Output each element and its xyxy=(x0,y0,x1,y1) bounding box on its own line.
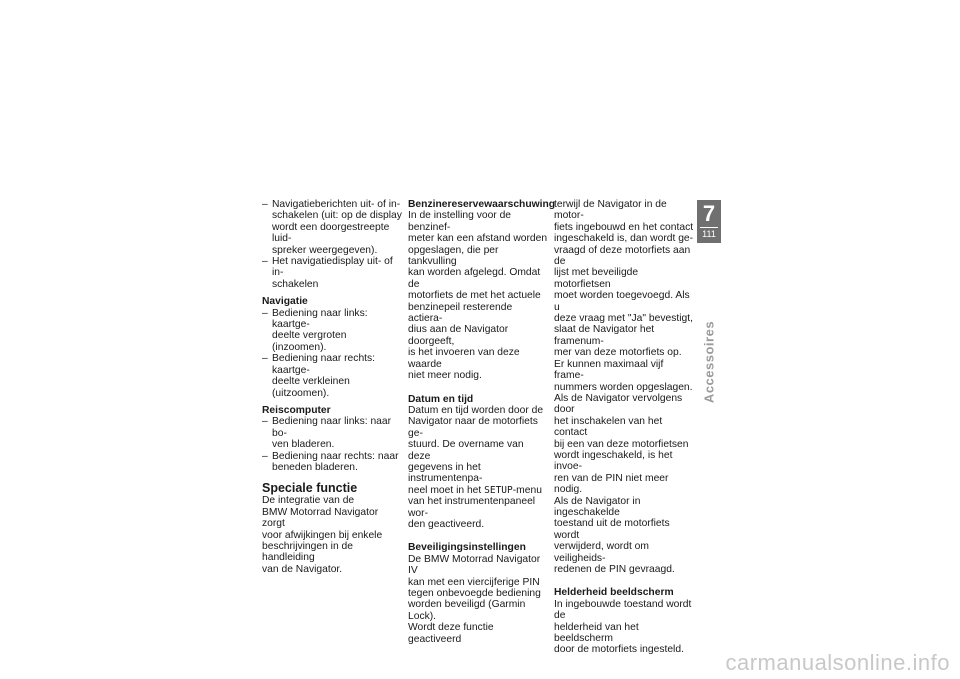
heading-datum-tijd: Datum en tijd xyxy=(408,393,474,405)
list-item: – Bediening naar rechts: kaartge- deelte verkleinen (uitzoomen). xyxy=(262,353,402,399)
setup-menu-label: SETUP xyxy=(484,484,513,496)
list-item: – Navigatieberichten uit- of in- schakelen (uit: op de display wordt een doorgestreepte luid- spreker weergegeven). xyxy=(262,199,402,256)
paragraph-beveiliging: De BMW Motorrad Navigator IV kan met een viercijferige PIN tegen onbevoegde bediening worden beveiligd (Garmin Lock). Wordt deze functie geactiveerd xyxy=(408,553,541,645)
paragraph-part: Datum en tijd worden door de Navigator naar de motorfiets ge- stuurd. De overname van deze gegevens in het instrumentenpa- neel moet in het xyxy=(408,404,544,496)
list-item: – Bediening naar links: kaartge- deelte vergroten (inzoomen). xyxy=(262,308,402,354)
heading-reiscomputer: Reiscomputer xyxy=(262,404,331,416)
heading-beveiliging: Beveiligingsinstellingen xyxy=(408,542,526,554)
section-title: Accessoires xyxy=(701,320,717,404)
list-item: – Het navigatiedisplay uit- of in- schakelen xyxy=(262,256,402,290)
paragraph-helderheid: In ingebouwde toestand wordt de helderheid van het beeldscherm door de motorfiets ingesteld. xyxy=(554,598,692,656)
column-2 xyxy=(408,199,556,645)
heading-navigatie: Navigatie xyxy=(262,296,308,308)
chapter-tab xyxy=(697,200,721,243)
page-number: 111 xyxy=(702,229,716,239)
paragraph-speciale-functie: De integratie van de BMW Motorrad Navigator zorgt voor afwijkingen bij enkele beschrijvingen in de handleiding van de Navigator. xyxy=(262,495,383,575)
heading-benzinereserve: Benzinereservewaarschuwing xyxy=(408,199,556,210)
paragraph-datum-tijd xyxy=(408,405,548,530)
column-1 xyxy=(262,199,402,575)
list-item: – Bediening naar links: naar bo- ven bladeren. xyxy=(262,416,402,450)
chapter-number: 7 xyxy=(702,201,716,226)
heading-speciale-functie: Speciale functie xyxy=(262,481,358,496)
paragraph-beveiliging-cont: terwijl de Navigator in de motor- fiets ingebouwd en het contact ingeschakeld is, dan wordt ge- vraagd of deze motorfiets aan de lijst met beveiligde motorfietsen moet worden toegevoegd. Als u deze vraag met "Ja" bevestigt, slaat de Navigator het framenum- mer van deze motorfiets op. Er kunnen maximaal vijf frame- nummers worden opgeslagen. Als de Navigator vervolgens door het inschakelen van het contact bij een van deze motorfietsen wordt ingeschakeld, is het invoe- ren van de PIN niet meer nodig. Als de Navigator in ingeschakelde toestand uit de motorfiets wordt verwijderd, wordt om veiligheids- redenen de PIN gevraagd. xyxy=(554,199,694,575)
heading-helderheid: Helderheid beeldscherm xyxy=(554,587,674,599)
list-item: – Bediening naar rechts: naar beneden bladeren. xyxy=(262,451,402,474)
side-section-label xyxy=(698,322,720,402)
column-3 xyxy=(554,199,694,656)
watermark: carmanualsonline.info xyxy=(725,650,950,675)
paragraph-benzinereserve: In de instelling voor de benzinef- meter kan een afstand worden opgeslagen, die per tankvulling kan worden afgelegd. Omdat de motorfiets de met het actuele benzinepeil resterende actiera- dius aan de Navigator doorgeeft, is het invoeren van deze waarde niet meer nodig. xyxy=(408,210,548,382)
paragraph-part: -menu van het instrumentenpaneel wor- den geactiveerd. xyxy=(408,484,542,530)
